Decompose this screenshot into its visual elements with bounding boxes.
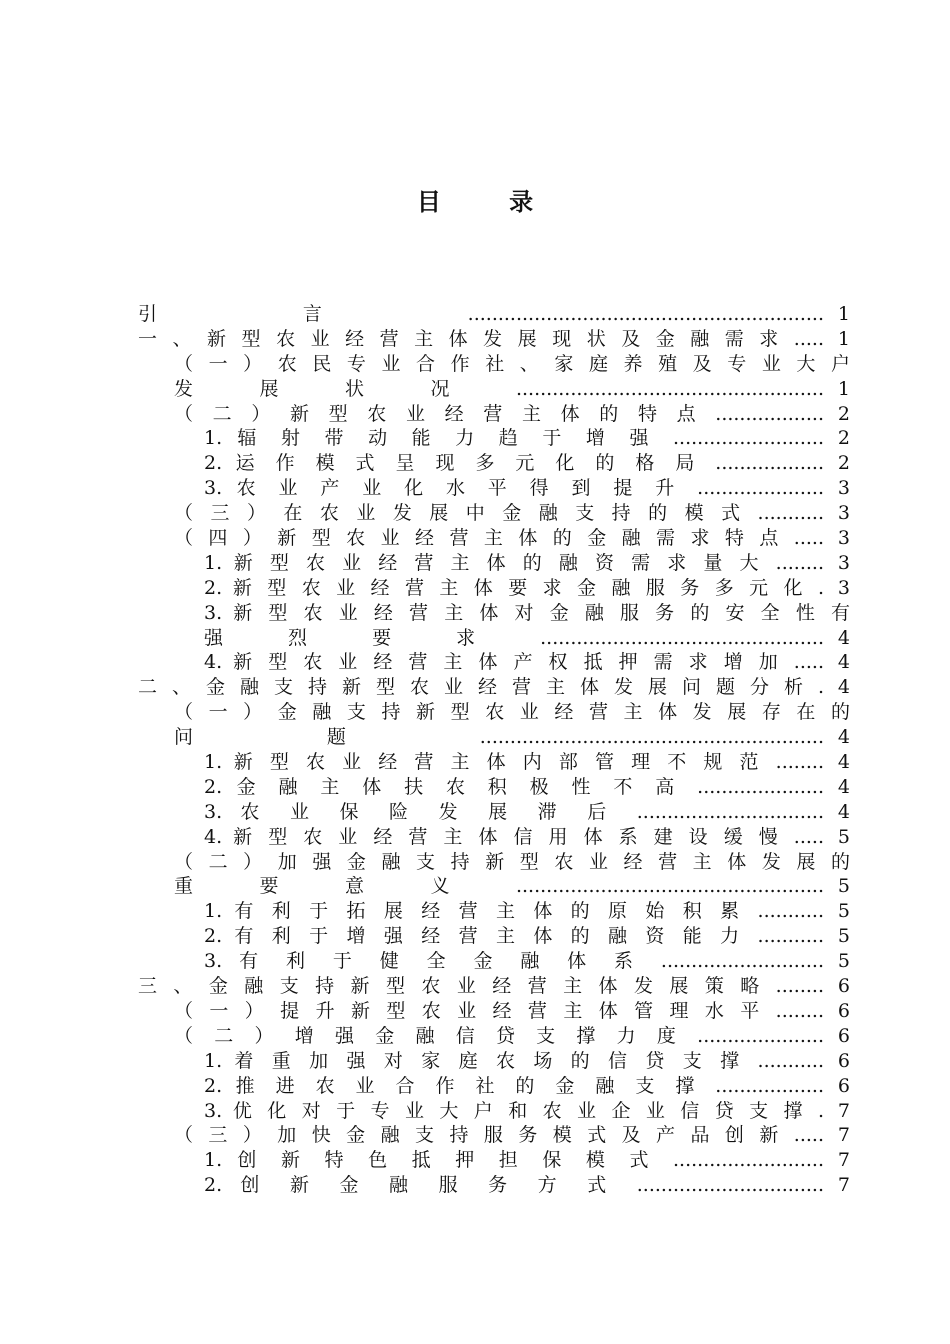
toc-entry-text: （ 二 ） 新 型 农 业 经 营 主 体 的 特 点 .................. [174, 402, 824, 425]
toc-page-number: 7 [837, 1149, 850, 1172]
toc-entry[interactable] [138, 874, 850, 899]
toc-entry[interactable] [138, 451, 850, 476]
toc-page-number: 2 [837, 402, 850, 425]
toc-page-number: 6 [837, 975, 850, 998]
toc-entry[interactable] [138, 775, 850, 800]
toc-entry[interactable] [138, 700, 850, 725]
toc-entry-text: （ 四 ） 新 型 农 业 经 营 主 体 的 金 融 需 求 特 点 ..... [174, 527, 824, 550]
toc-entry-text: 问 题 ......................................................... [174, 726, 824, 749]
toc-page-number: 4 [837, 676, 850, 699]
toc-entry[interactable] [138, 1024, 850, 1049]
toc-entry[interactable] [138, 377, 850, 402]
toc-entry-text: 一 、 新 型 农 业 经 营 主 体 发 展 现 状 及 金 融 需 求 ..... [138, 327, 824, 350]
toc-page-number: 2 [837, 452, 850, 475]
toc-entry-text: 重 要 意 义 ................................................... [174, 875, 824, 898]
toc-entry-text: （ 三 ） 在 农 业 发 展 中 金 融 支 持 的 模 式 ........... [174, 502, 824, 525]
toc-entry[interactable] [138, 576, 850, 601]
toc-page-number: 1 [837, 327, 850, 350]
toc-entry[interactable] [138, 924, 850, 949]
toc-entry-text: （ 三 ） 加 快 金 融 支 持 服 务 模 式 及 产 品 创 新 ..... [174, 1124, 824, 1147]
toc-entry[interactable] [138, 750, 850, 775]
toc-page-number: 3 [837, 576, 850, 599]
toc-entry[interactable] [138, 601, 850, 626]
toc-page-number: 4 [837, 775, 850, 798]
toc-entry-text: （ 二 ） 增 强 金 融 信 贷 支 撑 力 度 ..................... [174, 1024, 824, 1047]
toc-page-number: 6 [837, 999, 850, 1022]
toc-page-number: 4 [837, 751, 850, 774]
toc-entry-text: 3. 有 利 于 健 全 金 融 体 系 ........................... [204, 950, 824, 973]
toc-page-number: 6 [837, 1024, 850, 1047]
toc-entry[interactable] [138, 850, 850, 875]
toc-entry[interactable] [138, 352, 850, 377]
toc-entry-text: 1. 辐 射 带 动 能 力 趋 于 增 强 ......................... [204, 427, 824, 450]
toc-entry-text: （ 一 ） 农 民 专 业 合 作 社 、 家 庭 养 殖 及 专 业 大 户 [174, 352, 850, 375]
toc-page-number: 4 [837, 651, 850, 674]
toc-entry-text: 三 、 金 融 支 持 新 型 农 业 经 营 主 体 发 展 策 略 ........ [138, 975, 824, 998]
toc-entry-text: 3. 农 业 产 业 化 水 平 得 到 提 升 ..................... [204, 477, 824, 500]
toc-entry[interactable] [138, 476, 850, 501]
toc-page-number: 4 [837, 726, 850, 749]
toc-entry[interactable] [138, 800, 850, 825]
toc-entry[interactable] [138, 675, 850, 700]
toc-entry-text: 1. 新 型 农 业 经 营 主 体 内 部 管 理 不 规 范 ........ [204, 751, 824, 774]
toc-entry-text: 2. 推 进 农 业 合 作 社 的 金 融 支 撑 .................. [204, 1074, 824, 1097]
page-title: 目 录 [416, 188, 564, 216]
toc-entry-text: 1. 有 利 于 拓 展 经 营 主 体 的 原 始 积 累 ........... [204, 900, 824, 923]
toc-entry-text: 2. 金 融 主 体 扶 农 积 极 性 不 高 ..................... [204, 775, 824, 798]
toc-entry-text: 3. 优 化 对 于 专 业 大 户 和 农 业 企 业 信 贷 支 撑 . [204, 1099, 824, 1122]
toc-entry[interactable] [138, 302, 850, 327]
toc-entry[interactable] [138, 1173, 850, 1198]
toc-entry-text: 4. 新 型 农 业 经 营 主 体 信 用 体 系 建 设 缓 慢 ..... [204, 825, 824, 848]
toc-page-number: 7 [837, 1174, 850, 1197]
toc-entry-text: 2. 新 型 农 业 经 营 主 体 要 求 金 融 服 务 多 元 化 . [204, 576, 824, 599]
toc-entry[interactable] [138, 402, 850, 427]
toc-page-number: 3 [837, 502, 850, 525]
toc-entry-text: 3. 新 型 农 业 经 营 主 体 对 金 融 服 务 的 安 全 性 有 [204, 601, 850, 624]
toc-entry-text: 二 、 金 融 支 持 新 型 农 业 经 营 主 体 发 展 问 题 分 析 . [138, 676, 824, 699]
toc-entry-text: 3. 农 业 保 险 发 展 滞 后 ............................... [204, 800, 824, 823]
toc-entry[interactable] [138, 949, 850, 974]
toc-entry-text: 2. 创 新 金 融 服 务 方 式 ............................... [204, 1174, 824, 1197]
toc-page-number: 6 [837, 1049, 850, 1072]
toc-entry[interactable] [138, 899, 850, 924]
toc-entry-text: 发 展 状 况 ................................................... [174, 377, 824, 400]
toc-entry[interactable] [138, 1049, 850, 1074]
toc-entry[interactable] [138, 1123, 850, 1148]
toc-page-number: 6 [837, 1074, 850, 1097]
toc-entry[interactable] [138, 725, 850, 750]
toc-page-number: 3 [837, 477, 850, 500]
toc-page-number: 7 [837, 1099, 850, 1122]
toc-page-number: 3 [837, 527, 850, 550]
toc-entry[interactable] [138, 426, 850, 451]
toc-entry[interactable] [138, 999, 850, 1024]
toc-page-number: 4 [837, 626, 850, 649]
toc-page-number: 5 [837, 950, 850, 973]
toc-entry[interactable] [138, 974, 850, 999]
toc-page-number: 2 [837, 427, 850, 450]
toc-entry-text: 1. 新 型 农 业 经 营 主 体 的 融 资 需 求 量 大 ........ [204, 551, 824, 574]
toc-page-number: 1 [837, 377, 850, 400]
toc-entry[interactable] [138, 327, 850, 352]
toc-entry[interactable] [138, 551, 850, 576]
toc-entry-text: （ 二 ） 加 强 金 融 支 持 新 型 农 业 经 营 主 体 发 展 的 [174, 850, 850, 873]
toc-page-number: 5 [837, 925, 850, 948]
toc-entry-text: （ 一 ） 金 融 支 持 新 型 农 业 经 营 主 体 发 展 存 在 的 [174, 701, 850, 724]
toc-entry[interactable] [138, 526, 850, 551]
toc-entry-text: （ 一 ） 提 升 新 型 农 业 经 营 主 体 管 理 水 平 ........ [174, 999, 824, 1022]
toc-entry[interactable] [138, 626, 850, 651]
toc-entry-text: 1. 着 重 加 强 对 家 庭 农 场 的 信 贷 支 撑 ........... [204, 1049, 824, 1072]
table-of-contents [138, 302, 850, 1198]
toc-page-number: 3 [837, 551, 850, 574]
toc-entry[interactable] [138, 501, 850, 526]
toc-entry-text: 引 言 ........................................................... [138, 303, 824, 325]
toc-page-number: 4 [837, 800, 850, 823]
toc-page-number: 5 [837, 825, 850, 848]
toc-entry[interactable] [138, 650, 850, 675]
toc-entry[interactable] [138, 1099, 850, 1124]
toc-entry[interactable] [138, 825, 850, 850]
toc-entry-text: 2. 运 作 模 式 呈 现 多 元 化 的 格 局 .................. [204, 452, 824, 475]
toc-page-number: 7 [837, 1124, 850, 1147]
toc-page-number: 5 [837, 900, 850, 923]
toc-entry-text: 1. 创 新 特 色 抵 押 担 保 模 式 ......................... [204, 1149, 824, 1172]
toc-entry-text: 强 烈 要 求 ............................................... [204, 626, 824, 649]
toc-entry[interactable] [138, 1148, 850, 1173]
toc-entry[interactable] [138, 1074, 850, 1099]
toc-page-number: 5 [837, 875, 850, 898]
toc-entry-text: 2. 有 利 于 增 强 经 营 主 体 的 融 资 能 力 ........... [204, 925, 824, 948]
toc-page-number: 1 [837, 303, 850, 325]
toc-entry-text: 4. 新 型 农 业 经 营 主 体 产 权 抵 押 需 求 增 加 ..... [204, 651, 824, 674]
